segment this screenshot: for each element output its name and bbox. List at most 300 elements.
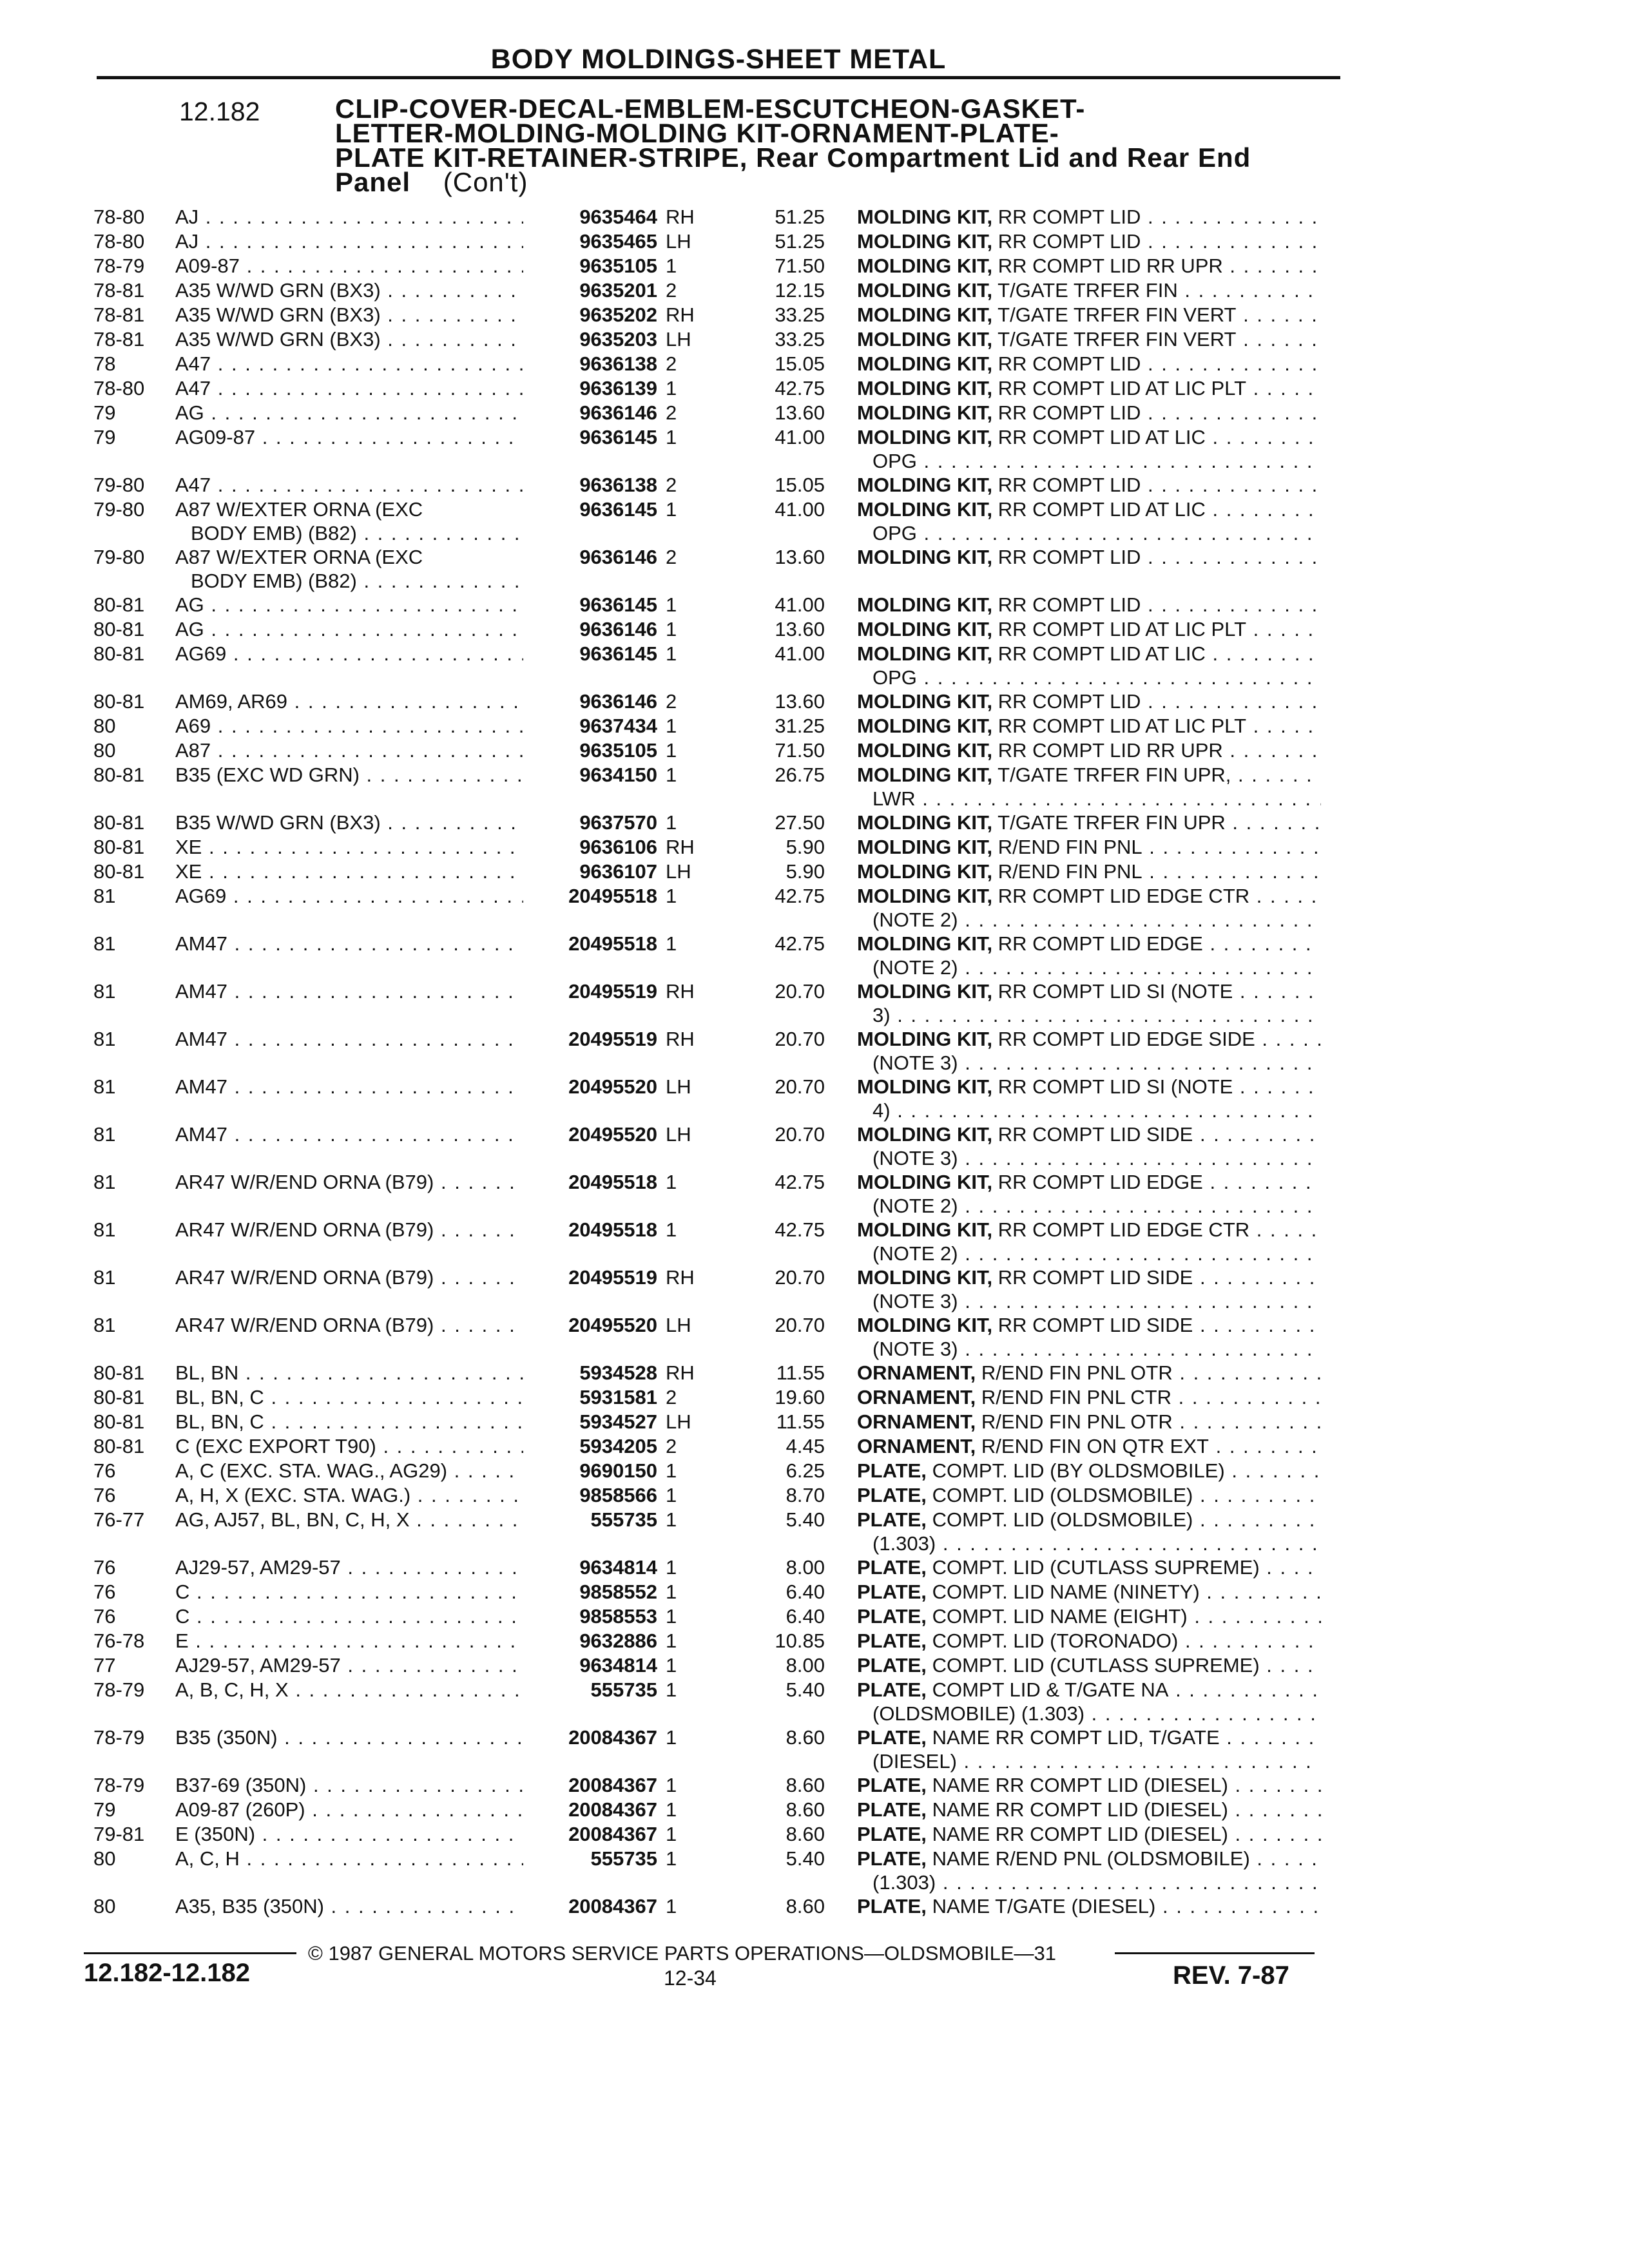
model-cell	[175, 1653, 523, 1677]
table-row	[0, 1027, 1629, 1075]
table-row	[0, 1265, 1629, 1313]
model-cell	[175, 1847, 523, 1870]
item-detail: RR COMPT LID	[998, 230, 1141, 253]
description-cell	[857, 376, 1321, 400]
description-line	[857, 763, 1321, 787]
year-cell: 81	[93, 1028, 116, 1050]
description-line: (NOTE 2) . . .	[857, 1194, 1321, 1218]
description-line: (NOTE 2) . . .	[857, 908, 1321, 932]
price-cell: 6.25	[786, 1459, 825, 1482]
table-row	[0, 278, 1629, 303]
item-name: MOLDING KIT,	[857, 1075, 993, 1098]
model-line: AG . . .	[175, 593, 523, 617]
model-line: A35 W/WD GRN (BX3) . . .	[175, 327, 523, 351]
table-row	[0, 545, 1629, 593]
description-cell	[857, 1725, 1321, 1773]
description-line: (NOTE 2) . . .	[857, 956, 1321, 979]
description-cell	[857, 352, 1321, 376]
model-line: AM47 . . .	[175, 1027, 523, 1051]
part-number-cell: 9635465	[579, 230, 657, 253]
price-cell: 26.75	[775, 764, 825, 786]
table-row	[0, 1122, 1629, 1170]
item-name: MOLDING KIT,	[857, 764, 993, 786]
quantity-cell: 1	[666, 642, 677, 665]
section-title-line-4: Panel	[335, 167, 411, 197]
price-cell: 71.50	[775, 739, 825, 762]
part-number-cell: 5931581	[579, 1386, 657, 1408]
item-name: PLATE,	[857, 1556, 927, 1579]
item-detail: NAME T/GATE (DIESEL)	[932, 1895, 1156, 1917]
description-line	[857, 1459, 1321, 1483]
table-row	[0, 473, 1629, 497]
model-line: C . . .	[175, 1580, 523, 1604]
part-number-cell: 555735	[590, 1847, 657, 1870]
part-number-cell: 9858566	[579, 1484, 657, 1506]
item-name: MOLDING KIT,	[857, 1266, 993, 1289]
model-line: AM47 . . .	[175, 979, 523, 1003]
model-cell	[175, 1773, 523, 1797]
description-line: OPG . . .	[857, 521, 1321, 545]
table-row	[0, 617, 1629, 642]
part-number-cell: 9634814	[579, 1654, 657, 1677]
part-number-cell: 9636145	[579, 498, 657, 521]
section-title-line-2: LETTER-MOLDING-MOLDING KIT-ORNAMENT-PLATE-	[335, 118, 1059, 148]
price-cell: 20.70	[775, 1028, 825, 1050]
description-line: OPG . . .	[857, 449, 1321, 473]
item-detail: R/END FIN PNL OTR	[981, 1361, 1173, 1384]
description-cell	[857, 642, 1321, 689]
part-number-cell: 9636138	[579, 352, 657, 375]
description-line	[857, 593, 1321, 617]
price-cell: 8.60	[786, 1726, 825, 1749]
description-line	[857, 1265, 1321, 1289]
description-cell	[857, 1798, 1321, 1821]
description-line	[857, 1725, 1321, 1749]
model-line: A87 W/EXTER ORNA (EXC	[175, 546, 423, 568]
model-cell	[175, 205, 523, 229]
section-title-line-3: PLATE KIT-RETAINER-STRIPE,	[335, 142, 748, 173]
model-line: AG . . .	[175, 401, 523, 425]
description-line	[857, 811, 1321, 834]
description-line	[857, 617, 1321, 641]
model-cell	[175, 1678, 523, 1702]
item-detail: RR COMPT LID	[998, 593, 1141, 616]
quantity-cell: LH	[666, 1123, 691, 1146]
year-cell: 78-80	[93, 206, 145, 228]
year-cell: 78-79	[93, 1774, 145, 1796]
part-number-cell: 20495520	[568, 1075, 657, 1098]
item-detail: R/END FIN PNL	[998, 860, 1142, 883]
description-cell	[857, 1653, 1321, 1677]
item-name: MOLDING KIT,	[857, 932, 993, 955]
year-cell: 79-80	[93, 546, 145, 568]
price-cell: 41.00	[775, 426, 825, 448]
part-number-cell: 20495519	[568, 1266, 657, 1289]
item-detail: RR COMPT LID RR UPR	[998, 255, 1223, 277]
description-line	[857, 979, 1321, 1003]
item-name: MOLDING KIT,	[857, 255, 993, 277]
quantity-cell: 1	[666, 764, 677, 786]
item-detail: RR COMPT LID SIDE	[998, 1314, 1193, 1336]
description-line	[857, 1122, 1321, 1146]
quantity-cell: RH	[666, 836, 695, 858]
year-cell: 80-81	[93, 618, 145, 640]
item-name: MOLDING KIT,	[857, 980, 993, 1003]
price-cell: 41.00	[775, 593, 825, 616]
model-cell	[175, 1604, 523, 1628]
table-row	[0, 327, 1629, 352]
item-detail: NAME RR COMPT LID, T/GATE	[932, 1726, 1220, 1749]
price-cell: 31.25	[775, 715, 825, 737]
item-name: PLATE,	[857, 1847, 927, 1870]
quantity-cell: RH	[666, 206, 695, 228]
price-cell: 42.75	[775, 932, 825, 955]
year-cell: 78-79	[93, 1726, 145, 1749]
description-cell	[857, 545, 1321, 569]
model-line: C (EXC EXPORT T90) . . .	[175, 1434, 523, 1458]
quantity-cell: LH	[666, 1314, 691, 1336]
model-line: AM47 . . .	[175, 1075, 523, 1099]
year-cell: 78	[93, 352, 116, 375]
model-cell	[175, 1170, 523, 1194]
price-cell: 5.40	[786, 1508, 825, 1531]
year-cell: 80-81	[93, 836, 145, 858]
footer-page-number: 12-34	[664, 1966, 717, 1990]
part-number-cell: 9634814	[579, 1556, 657, 1579]
table-row	[0, 1170, 1629, 1218]
description-line: LWR . . .	[857, 787, 1321, 811]
description-line	[857, 1170, 1321, 1194]
quantity-cell: 2	[666, 1386, 677, 1408]
description-line	[857, 1604, 1321, 1628]
table-row	[0, 835, 1629, 860]
description-line: 4) . . .	[857, 1099, 1321, 1122]
model-cell	[175, 1434, 523, 1458]
model-line: B35 W/WD GRN (BX3) . . .	[175, 811, 523, 834]
price-cell: 20.70	[775, 1075, 825, 1098]
description-line	[857, 1483, 1321, 1507]
table-row	[0, 205, 1629, 229]
model-line: A47 . . .	[175, 473, 523, 497]
table-row	[0, 352, 1629, 376]
model-cell	[175, 763, 523, 787]
description-cell	[857, 1894, 1321, 1918]
description-cell	[857, 254, 1321, 278]
quantity-cell: 1	[666, 932, 677, 955]
quantity-cell: 1	[666, 715, 677, 737]
part-number-cell: 555735	[590, 1508, 657, 1531]
item-name: MOLDING KIT,	[857, 279, 993, 302]
part-number-cell: 20495518	[568, 1218, 657, 1241]
item-detail: RR COMPT LID	[998, 690, 1141, 713]
part-number-cell: 9636107	[579, 860, 657, 883]
price-cell: 15.05	[775, 474, 825, 496]
model-cell	[175, 714, 523, 738]
description-cell	[857, 835, 1321, 859]
description-cell	[857, 738, 1321, 762]
model-line: A09-87 (260P) . . .	[175, 1798, 523, 1821]
description-cell	[857, 1075, 1321, 1122]
model-line: E (350N) . . .	[175, 1822, 523, 1846]
item-detail: R/END FIN PNL CTR	[981, 1386, 1171, 1408]
description-cell	[857, 1629, 1321, 1653]
description-cell	[857, 1410, 1321, 1434]
item-name: MOLDING KIT,	[857, 426, 993, 448]
model-line: XE . . .	[175, 860, 523, 883]
description-cell	[857, 1483, 1321, 1507]
item-detail: R/END FIN PNL OTR	[981, 1410, 1173, 1433]
footer-rule-left	[84, 1952, 296, 1954]
price-cell: 6.40	[786, 1581, 825, 1603]
year-cell: 76-78	[93, 1629, 145, 1652]
part-number-cell: 20495518	[568, 1171, 657, 1193]
model-cell	[175, 1410, 523, 1434]
year-cell: 76	[93, 1605, 116, 1628]
description-line: (NOTE 3) . . .	[857, 1337, 1321, 1361]
item-name: PLATE,	[857, 1459, 927, 1482]
description-cell	[857, 593, 1321, 617]
footer-section-range: 12.182-12.182	[84, 1959, 251, 1987]
price-cell: 8.60	[786, 1798, 825, 1821]
description-line	[857, 1653, 1321, 1677]
year-cell: 79	[93, 426, 116, 448]
part-number-cell: 9636146	[579, 618, 657, 640]
description-line	[857, 1075, 1321, 1099]
year-cell: 81	[93, 1075, 116, 1098]
price-cell: 71.50	[775, 255, 825, 277]
year-cell: 80-81	[93, 593, 145, 616]
quantity-cell: 1	[666, 1823, 677, 1845]
model-cell	[175, 835, 523, 859]
quantity-cell: 1	[666, 255, 677, 277]
description-line	[857, 1822, 1321, 1846]
year-cell: 80-81	[93, 1361, 145, 1384]
item-detail: RR COMPT LID SI (NOTE	[998, 980, 1233, 1003]
description-cell	[857, 401, 1321, 425]
quantity-cell: 1	[666, 1556, 677, 1579]
year-cell: 80-81	[93, 690, 145, 713]
item-detail: COMPT. LID (TORONADO)	[932, 1629, 1179, 1652]
section-cont: (Con't)	[443, 167, 528, 197]
model-cell	[175, 1218, 523, 1242]
description-line: (1.303) . . .	[857, 1532, 1321, 1555]
item-detail: T/GATE TRFER FIN VERT	[998, 303, 1237, 326]
part-number-cell: 20084367	[568, 1823, 657, 1845]
item-name: MOLDING KIT,	[857, 230, 993, 253]
table-row	[0, 593, 1629, 617]
item-name: MOLDING KIT,	[857, 498, 993, 521]
item-name: PLATE,	[857, 1508, 927, 1531]
item-detail: NAME RR COMPT LID (DIESEL)	[932, 1823, 1228, 1845]
item-name: MOLDING KIT,	[857, 303, 993, 326]
item-name: MOLDING KIT,	[857, 739, 993, 762]
model-line: B37-69 (350N) . . .	[175, 1773, 523, 1797]
quantity-cell: 1	[666, 1508, 677, 1531]
item-detail: RR COMPT LID	[998, 474, 1141, 496]
year-cell: 80-81	[93, 811, 145, 834]
model-cell	[175, 979, 523, 1003]
price-cell: 5.40	[786, 1847, 825, 1870]
year-cell: 81	[93, 1171, 116, 1193]
price-cell: 15.05	[775, 352, 825, 375]
description-line	[857, 545, 1321, 569]
table-row	[0, 1678, 1629, 1725]
description-line	[857, 327, 1321, 351]
part-number-cell: 9636146	[579, 401, 657, 424]
table-row	[0, 1822, 1629, 1847]
item-detail: RR COMPT LID	[998, 206, 1141, 228]
model-line: E . . .	[175, 1629, 523, 1653]
model-line: AG, AJ57, BL, BN, C, H, X . . .	[175, 1508, 523, 1532]
table-row	[0, 1361, 1629, 1385]
price-cell: 20.70	[775, 980, 825, 1003]
description-cell	[857, 425, 1321, 473]
item-name: MOLDING KIT,	[857, 836, 993, 858]
table-row	[0, 229, 1629, 254]
item-name: MOLDING KIT,	[857, 1218, 993, 1241]
description-line	[857, 473, 1321, 497]
year-cell: 80-81	[93, 1435, 145, 1457]
quantity-cell: 1	[666, 1629, 677, 1652]
model-cell	[175, 617, 523, 641]
table-row	[0, 1629, 1629, 1653]
table-row	[0, 1604, 1629, 1629]
year-cell: 79-80	[93, 498, 145, 521]
item-name: ORNAMENT,	[857, 1410, 976, 1433]
model-cell	[175, 497, 523, 545]
quantity-cell: 2	[666, 546, 677, 568]
model-line: BL, BN, C . . .	[175, 1410, 523, 1434]
item-detail: RR COMPT LID SIDE	[998, 1266, 1193, 1289]
quantity-cell: RH	[666, 980, 695, 1003]
year-cell: 79	[93, 401, 116, 424]
description-cell	[857, 1385, 1321, 1409]
model-line: BODY EMB) (B82) . . .	[175, 521, 523, 545]
table-row	[0, 1580, 1629, 1604]
description-line: (DIESEL) . . .	[857, 1749, 1321, 1773]
table-row	[0, 1459, 1629, 1483]
model-cell	[175, 1483, 523, 1507]
description-cell	[857, 1027, 1321, 1075]
model-line: A35 W/WD GRN (BX3) . . .	[175, 278, 523, 302]
table-row	[0, 1313, 1629, 1361]
part-number-cell: 9636145	[579, 593, 657, 616]
model-line: AM47 . . .	[175, 1122, 523, 1146]
model-line: A, B, C, H, X . . .	[175, 1678, 523, 1702]
item-detail: RR COMPT LID SI (NOTE	[998, 1075, 1233, 1098]
table-row	[0, 1798, 1629, 1822]
quantity-cell: LH	[666, 328, 691, 351]
part-number-cell: 5934205	[579, 1435, 657, 1457]
item-detail: COMPT. LID (OLDSMOBILE)	[932, 1484, 1193, 1506]
model-line: AM47 . . .	[175, 932, 523, 956]
description-line	[857, 884, 1321, 908]
model-cell	[175, 811, 523, 834]
description-cell	[857, 278, 1321, 302]
model-cell	[175, 1580, 523, 1604]
item-name: MOLDING KIT,	[857, 885, 993, 907]
model-cell	[175, 1265, 523, 1289]
model-cell	[175, 1822, 523, 1846]
price-cell: 5.90	[786, 860, 825, 883]
quantity-cell: 1	[666, 377, 677, 399]
model-cell	[175, 303, 523, 327]
quantity-cell: LH	[666, 1075, 691, 1098]
description-line	[857, 376, 1321, 400]
quantity-cell: 1	[666, 1218, 677, 1241]
price-cell: 8.70	[786, 1484, 825, 1506]
section-title-line-1: CLIP-COVER-DECAL-EMBLEM-ESCUTCHEON-GASKET-	[335, 93, 1086, 124]
item-name: PLATE,	[857, 1678, 927, 1701]
table-row	[0, 376, 1629, 401]
item-name: MOLDING KIT,	[857, 811, 993, 834]
quantity-cell: 2	[666, 474, 677, 496]
item-detail: NAME R/END PNL (OLDSMOBILE)	[932, 1847, 1250, 1870]
price-cell: 13.60	[775, 546, 825, 568]
description-cell	[857, 1678, 1321, 1725]
item-name: PLATE,	[857, 1654, 927, 1677]
model-line: A, H, X (EXC. STA. WAG.) . . .	[175, 1483, 523, 1507]
description-cell	[857, 1361, 1321, 1385]
part-number-cell: 20495519	[568, 1028, 657, 1050]
table-row	[0, 884, 1629, 932]
table-row	[0, 254, 1629, 278]
year-cell: 81	[93, 932, 116, 955]
item-name: PLATE,	[857, 1823, 927, 1845]
table-row	[0, 1218, 1629, 1265]
item-name: ORNAMENT,	[857, 1435, 976, 1457]
part-number-cell: 9636139	[579, 377, 657, 399]
part-number-cell: 9636145	[579, 426, 657, 448]
part-number-cell: 9635203	[579, 328, 657, 351]
part-number-cell: 5934528	[579, 1361, 657, 1384]
price-cell: 12.15	[775, 279, 825, 302]
item-detail: COMPT. LID NAME (NINETY)	[932, 1581, 1200, 1603]
model-line: XE . . .	[175, 835, 523, 859]
year-cell: 78-79	[93, 1678, 145, 1701]
description-line	[857, 254, 1321, 278]
item-detail: T/GATE TRFER FIN UPR,	[998, 764, 1231, 786]
quantity-cell: 2	[666, 401, 677, 424]
year-cell: 79-80	[93, 474, 145, 496]
item-detail: RR COMPT LID	[998, 352, 1141, 375]
year-cell: 80-81	[93, 1386, 145, 1408]
table-row	[0, 1075, 1629, 1122]
table-row	[0, 1894, 1629, 1919]
model-line: AR47 W/R/END ORNA (B79) . . .	[175, 1313, 523, 1337]
price-cell: 11.55	[776, 1361, 825, 1384]
part-number-cell: 20084367	[568, 1895, 657, 1917]
item-name: MOLDING KIT,	[857, 546, 993, 568]
year-cell: 80-81	[93, 860, 145, 883]
model-line: AR47 W/R/END ORNA (B79) . . .	[175, 1265, 523, 1289]
description-line	[857, 1313, 1321, 1337]
item-name: PLATE,	[857, 1605, 927, 1628]
part-number-cell: 9635202	[579, 303, 657, 326]
model-line: AJ29-57, AM29-57 . . .	[175, 1555, 523, 1579]
part-number-cell: 9637434	[579, 715, 657, 737]
quantity-cell: LH	[666, 860, 691, 883]
description-line	[857, 835, 1321, 859]
table-row	[0, 738, 1629, 763]
description-line	[857, 1361, 1321, 1385]
year-cell: 81	[93, 885, 116, 907]
quantity-cell: 1	[666, 1171, 677, 1193]
model-cell	[175, 1629, 523, 1653]
model-line: AM69, AR69 . . .	[175, 689, 523, 713]
description-cell	[857, 1508, 1321, 1555]
description-line	[857, 1678, 1321, 1702]
